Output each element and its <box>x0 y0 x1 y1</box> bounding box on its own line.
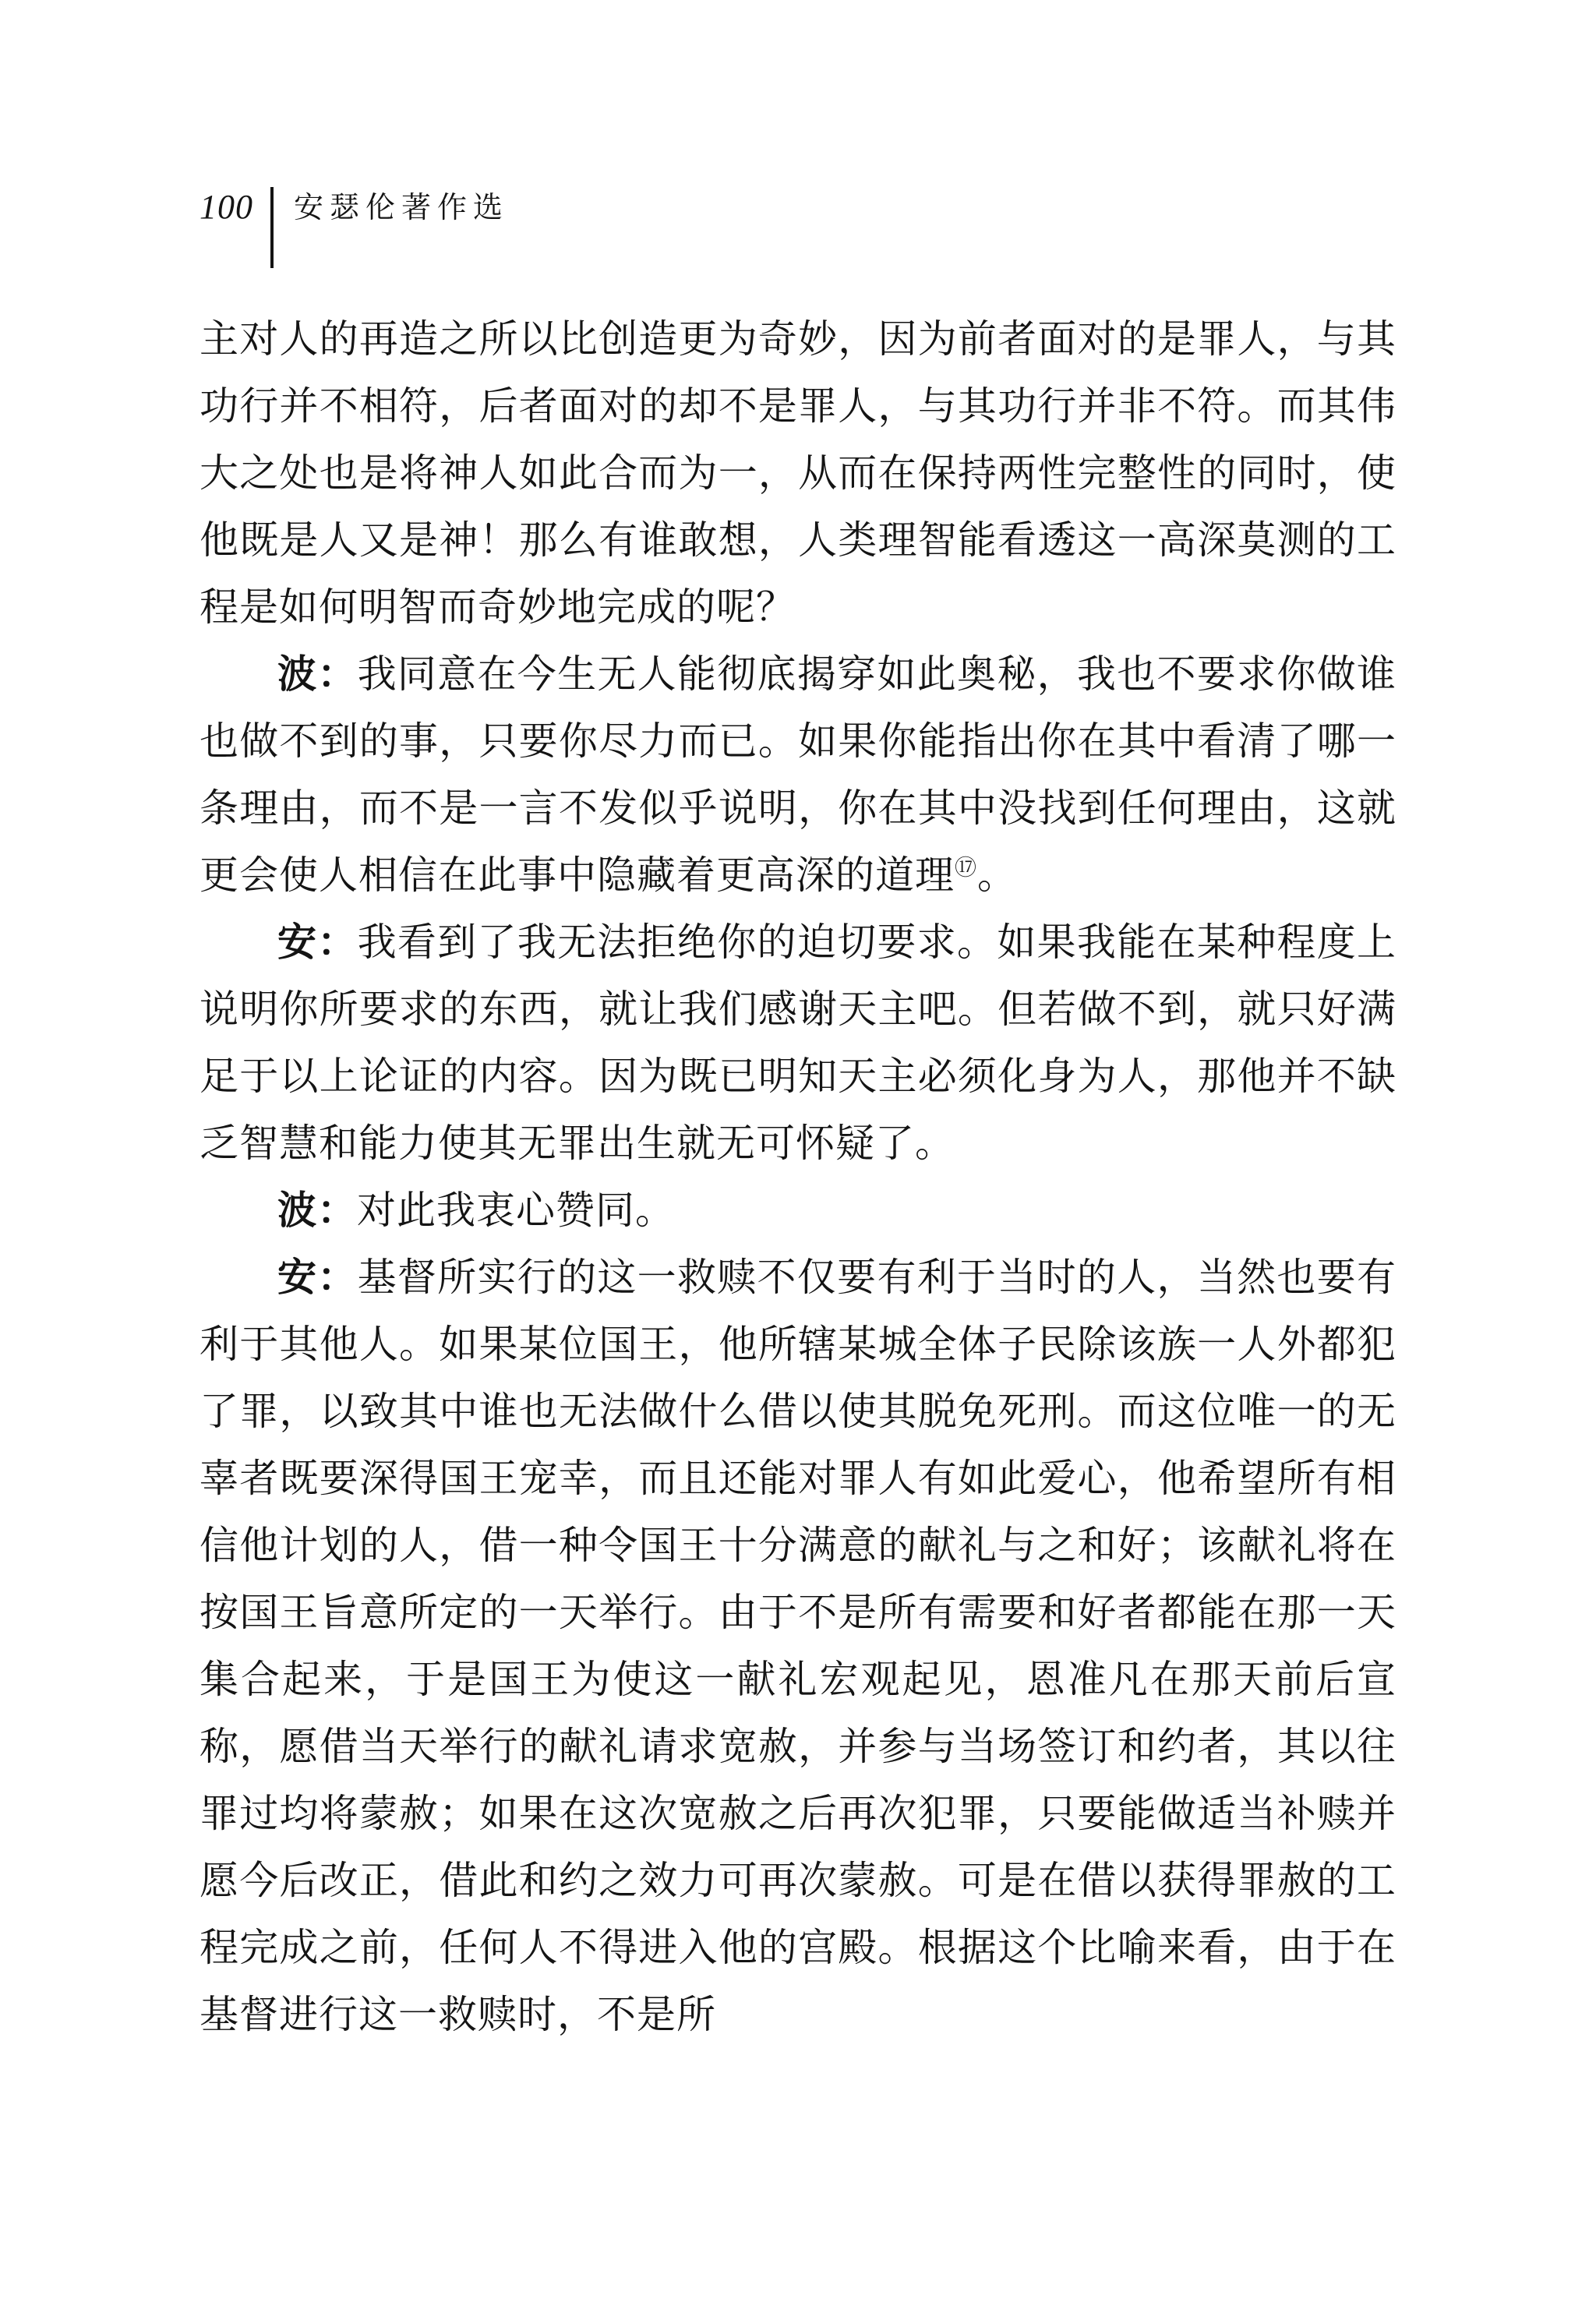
speaker-label: 安： <box>277 919 358 965</box>
paragraph-tail: 。 <box>977 853 1018 898</box>
page-number: 100 <box>200 188 253 226</box>
speaker-label: 波： <box>277 651 358 697</box>
header-divider <box>270 187 274 268</box>
book-title: 安瑟伦著作选 <box>294 190 510 224</box>
paragraph-text: 主对人的再造之所以比创造更为奇妙，因为前者面对的是罪人，与其功行并不相符，后者面对的却不是罪人，与其功行并非不符。而其伟大之处也是将神人如此合而为一，从而在保持两性完整性的同时，使他既是人又是神！那么有谁敢想，人类理智能看透这一高深莫测的工程是如何明智而奇妙地完成的呢？ <box>200 316 1396 630</box>
footnote-reference[interactable]: ⑰ <box>955 854 978 881</box>
paragraph-text: 对此我衷心赞同。 <box>357 1188 675 1233</box>
paragraph-text: 我看到了我无法拒绝你的迫切要求。如果我能在某种程度上说明你所要求的东西，就让我们感谢天主吧。但若做不到，就只好满足于以上论证的内容。因为既已明知天主必须化身为人，那他并不缺乏智慧和能力使其无罪出生就无可怀疑了。 <box>200 920 1396 1166</box>
speaker-label: 安： <box>277 1254 358 1300</box>
dialogue-paragraph <box>200 909 1396 1177</box>
paragraph-continuation <box>200 305 1396 641</box>
body-text <box>200 305 1396 2048</box>
dialogue-paragraph <box>200 1244 1396 2048</box>
dialogue-paragraph <box>200 1177 1396 1244</box>
dialogue-paragraph <box>200 641 1396 909</box>
speaker-label: 波： <box>277 1187 357 1233</box>
paragraph-text: 基督所实行的这一救赎不仅要有利于当时的人，当然也要有利于其他人。如果某位国王，他所辖某城全体子民除该族一人外都犯了罪，以致其中谁也无法做什么借以使其脱免死刑。而这位唯一的无辜者既要深得国王宠幸，而且还能对罪人有如此爱心，他希望所有相信他计划的人，借一种令国王十分满意的献礼与之和好；该献礼将在按国王旨意所定的一天举行。由于不是所有需要和好者都能在那一天集合起来，于是国王为使这一献礼宏观起见，恩准凡在那天前后宣称，愿借当天举行的献礼请求宽赦，并参与当场签订和约者，其以往罪过均将蒙赦；如果在这次宽赦之后再次犯罪，只要能做适当补赎并愿今后改正，借此和约之效力可再次蒙赦。可是在借以获得罪赦的工程完成之前，任何人不得进入他的宫殿。根据这个比喻来看，由于在基督进行这一救赎时，不是所 <box>200 1255 1396 2037</box>
running-header <box>200 184 509 270</box>
paragraph-text: 我同意在今生无人能彻底揭穿如此奥秘，我也不要求你做谁也做不到的事，只要你尽力而已。如果你能指出你在其中看清了哪一条理由，而不是一言不发似乎说明，你在其中没找到任何理由，这就更会使人相信在此事中隐藏着更高深的道理 <box>200 652 1396 898</box>
